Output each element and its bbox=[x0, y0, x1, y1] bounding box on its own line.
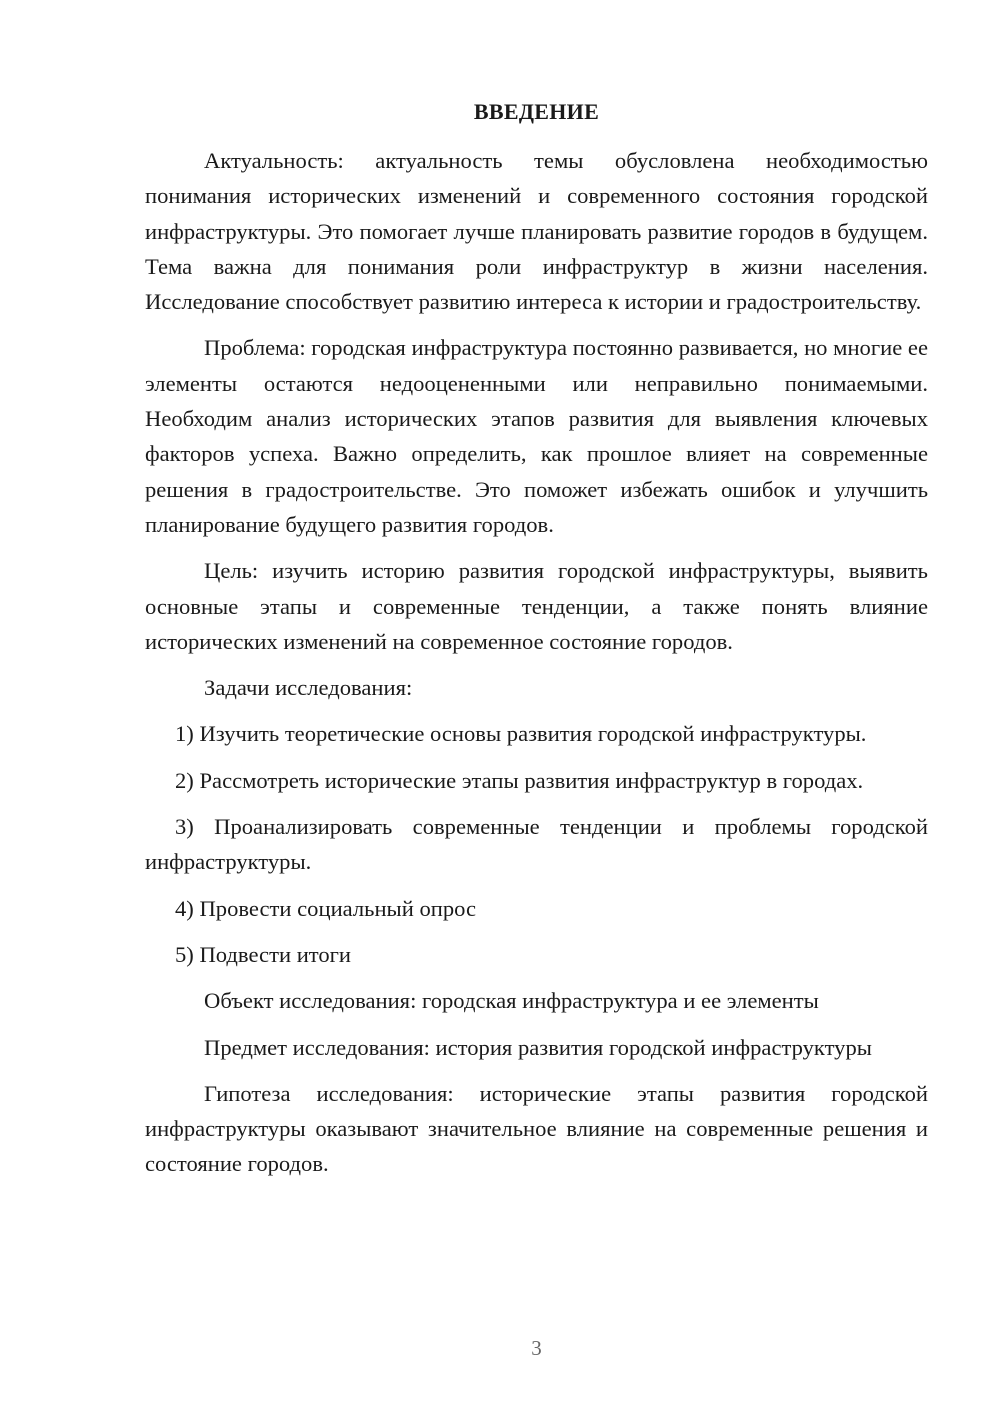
paragraph-goal: Цель: изучить историю развития городской инфраструктуры, выявить основные этапы и современные тенденции, а также понять влияние исторических изменений на современное состояние городов. bbox=[145, 558, 928, 654]
section-title: ВВЕДЕНИЕ bbox=[473, 99, 600, 124]
task-item-1: 1) Изучить теоретические основы развития городской инфраструктуры. bbox=[175, 721, 867, 747]
paragraph-hypothesis: Гипотеза исследования: исторические этапы развития городской инфраструктуры оказывают значительное влияние на современные решения и состояние городов. bbox=[145, 1080, 928, 1177]
task-item-5: 5) Подвести итоги bbox=[175, 941, 352, 967]
paragraph-subject: Предмет исследования: история развития городской инфраструктуры bbox=[204, 1034, 872, 1060]
paragraph-object: Объект исследования: городская инфраструктура и ее элементы bbox=[204, 988, 819, 1014]
paragraph-relevance: Актуальность: актуальность темы обусловлена необходимостью понимания исторических изменений и современного состояния городской инфраструктуры. Это помогает лучше планировать развитие городов в будущем. Тема важна для понимания роли инфраструктур в жизни населения. Исследование способствует развитию интереса к истории и градостроительству. bbox=[145, 148, 928, 315]
task-item-3: 3) Проанализировать современные тенденции и проблемы городской инфраструктуры. bbox=[145, 814, 928, 875]
page-number: 3 bbox=[531, 1336, 542, 1360]
task-item-2: 2) Рассмотреть исторические этапы развития инфраструктур в городах. bbox=[175, 767, 864, 793]
task-item-4: 4) Провести социальный опрос bbox=[175, 895, 477, 921]
tasks-heading: Задачи исследования: bbox=[204, 675, 413, 701]
body-text bbox=[145, 143, 928, 1182]
paragraph-problem: Проблема: городская инфраструктура постоянно развивается, но многие ее элементы остаются недооцененными или неправильно понимаемыми. Необходим анализ исторических этапов развития для выявления ключевых факторов успеха. Важно определить, как прошлое влияет на современные решения в градостроительстве. Это поможет избежать ошибок и улучшить планирование будущего развития городов. bbox=[145, 335, 928, 537]
